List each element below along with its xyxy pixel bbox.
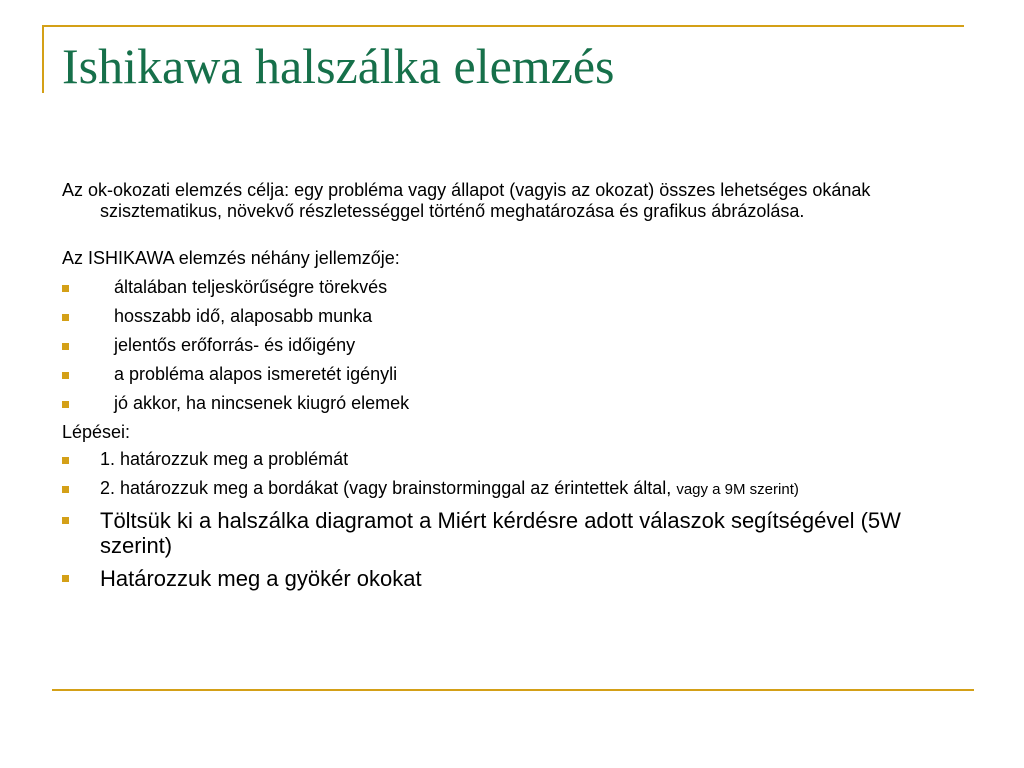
square-bullet-icon [62,314,69,321]
square-bullet-icon [62,517,69,524]
feature-item [62,335,962,356]
steps-heading: Lépései: [62,422,131,442]
step-text: Határozzuk meg a gyökér okokat [100,566,422,591]
intro-paragraph: Az ok-okozati elemzés célja: egy probléma vagy állapot (vagyis az okozat) összes lehetséges okának szisztematikus, növekvő részletességgel történő meghatározása és grafikus ábrázolása. [62,180,871,221]
square-bullet-icon [62,285,69,292]
feature-item [62,277,962,298]
slide-body [62,180,962,599]
square-bullet-icon [62,372,69,379]
step-text-small: vagy a 9M szerint) [676,481,799,498]
steps-list [62,449,962,500]
feature-item [62,364,962,385]
steps-list-large [62,508,962,591]
feature-text: a probléma alapos ismeretét igényli [114,364,398,384]
step-text: 2. határozzuk meg a bordákat (vagy brainstorminggal az érintettek által, [100,478,677,498]
square-bullet-icon [62,343,69,350]
square-bullet-icon [62,486,69,493]
square-bullet-icon [62,457,69,464]
feature-text: hosszabb idő, alaposabb munka [114,306,373,326]
feature-item [62,306,962,327]
square-bullet-icon [62,401,69,408]
features-list [62,277,962,414]
step-text: Töltsük ki a halszálka diagramot a Miért kérdésre adott válaszok segítségével (5W szerint) [100,508,901,558]
frame-bottom-rule [52,689,974,691]
frame-top-rule [42,25,964,27]
feature-item [62,393,962,414]
frame-left-rule [42,25,44,93]
step-item [62,449,962,470]
step-item [62,508,962,558]
step-item [62,478,962,500]
feature-text: jelentős erőforrás- és időigény [114,335,356,355]
feature-text: általában teljeskörűségre törekvés [114,277,388,297]
features-heading: Az ISHIKAWA elemzés néhány jellemzője: [62,248,400,268]
step-item [62,566,962,591]
feature-text: jó akkor, ha nincsenek kiugró elemek [114,393,410,413]
step-text: 1. határozzuk meg a problémát [100,449,349,469]
square-bullet-icon [62,575,69,582]
slide-title: Ishikawa halszálka elemzés [62,38,615,94]
